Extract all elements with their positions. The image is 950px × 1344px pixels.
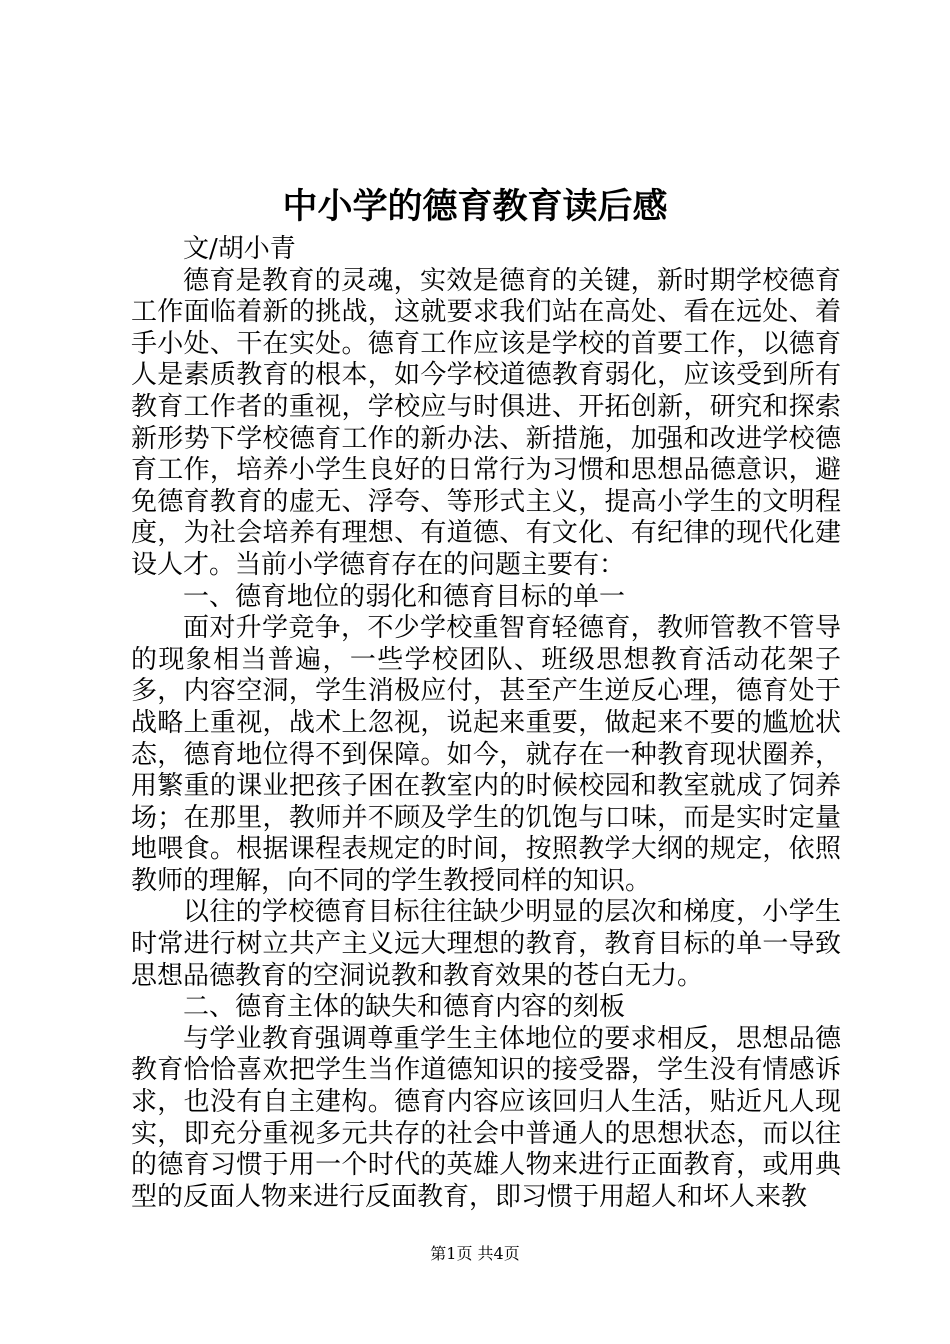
document-body — [131, 234, 841, 1213]
section-heading-1: 一、德育地位的弱化和德育目标的单一 — [183, 581, 626, 612]
paragraph-section-2a: 与学业教育强调尊重学生主体地位的要求相反，思想品德教育恰恰喜欢把学生当作道德知识的接受器，学生没有情感诉求，也没有自主建构。德育内容应该回归人生活，贴近凡人现实，即充分重视多元共存的社会中普通人的思想状态，而以往的德育习惯于用一个时代的英雄人物来进行正面教育，或用典型的反面人物来进行反面教育，即习惯于用超人和坏人来教 — [131, 1023, 841, 1212]
paragraph-section-1a: 面对升学竞争，不少学校重智育轻德育，教师管教不管导的现象相当普遍，一些学校团队、班级思想教育活动花架子多，内容空洞，学生消极应付，甚至产生逆反心理，德育处于战略上重视，战术上忽视，说起来重要，做起来不要的尴尬状态，德育地位得不到保障。如今，就存在一种教育现状圈养，用繁重的课业把孩子困在教室内的时候校园和教室就成了饲养场；在那里，教师并不顾及学生的饥饱与口味，而是实时定量地喂食。根据课程表规定的时间，按照教学大纲的规定，依照教师的理解，向不同的学生教授同样的知识。 — [131, 613, 841, 896]
document-title: 中小学的德育教育读后感 — [282, 186, 668, 227]
page-footer: 第1页 共4页 — [430, 1244, 520, 1263]
author-line: 文/胡小青 — [183, 234, 296, 264]
section-heading-2: 二、德育主体的缺失和德育内容的刻板 — [183, 992, 626, 1023]
paragraph-intro: 德育是教育的灵魂，实效是德育的关键，新时期学校德育工作面临着新的挑战，这就要求我们站在高处、看在远处、着手小处、干在实处。德育工作应该是学校的首要工作，以德育人是素质教育的根本，如今学校道德教育弱化，应该受到所有教育工作者的重视，学校应与时俱进、开拓创新，研究和探索新形势下学校德育工作的新办法、新措施，加强和改进学校德育工作，培养小学生良好的日常行为习惯和思想品德意识，避免德育教育的虚无、浮夸、等形式主义，提高小学生的文明程度，为社会培养有理想、有道德、有文化、有纪律的现代化建设人才。当前小学德育存在的问题主要有： — [131, 265, 841, 580]
paragraph-section-1b: 以往的学校德育目标往往缺少明显的层次和梯度，小学生时常进行树立共产主义远大理想的教育，教育目标的单一导致思想品德教育的空洞说教和教育效果的苍白无力。 — [131, 897, 841, 991]
